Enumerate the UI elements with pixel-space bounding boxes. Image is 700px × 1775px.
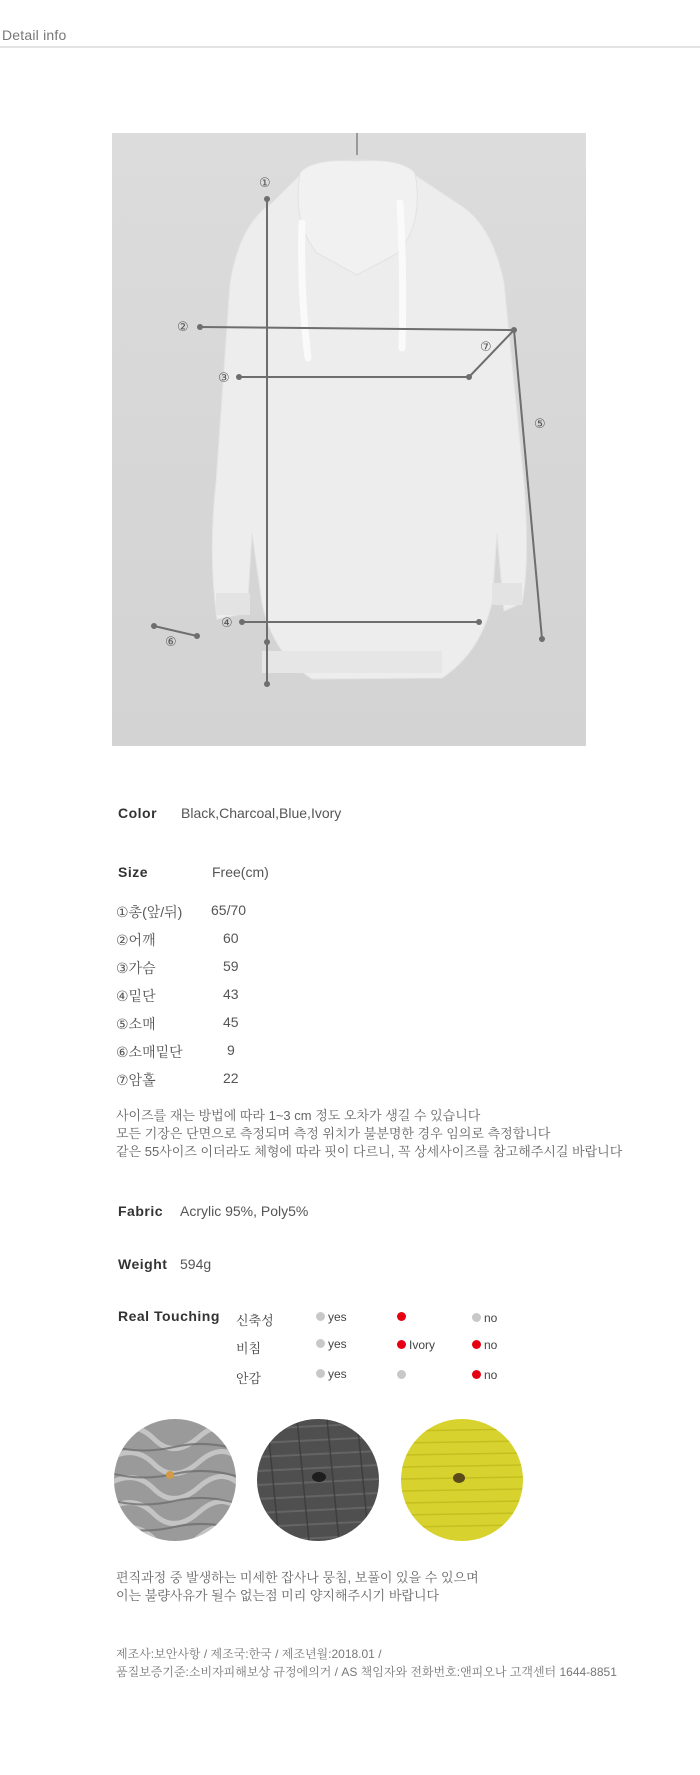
size-row-name: ④밑단 xyxy=(116,988,156,1004)
size-row-value: 65/70 xyxy=(211,902,247,918)
size-label: Size xyxy=(118,864,149,880)
fabric-swatch-yellow xyxy=(401,1419,523,1541)
rt-option xyxy=(397,1310,409,1324)
unselected-dot-icon xyxy=(397,1370,406,1379)
size-notes xyxy=(116,1107,622,1161)
measure-label-6: ⑥ xyxy=(165,635,177,650)
fabric-swatch-charcoal xyxy=(257,1419,379,1541)
real-touching-label: Real Touching xyxy=(118,1308,220,1324)
size-row-value: 43 xyxy=(223,986,239,1002)
size-row-value: 9 xyxy=(227,1042,235,1058)
measure-label-2: ② xyxy=(177,320,189,335)
size-row-value: 45 xyxy=(223,1014,239,1030)
color-label: Color xyxy=(118,805,158,821)
rt-option: yes xyxy=(316,1310,347,1324)
selected-dot-icon xyxy=(472,1340,481,1349)
rt-option: no xyxy=(472,1311,497,1325)
rt-option: Ivory xyxy=(397,1338,435,1352)
size-row-value: 59 xyxy=(223,958,239,974)
unselected-dot-icon xyxy=(316,1339,325,1348)
size-row-name: ⑥소매밑단 xyxy=(116,1044,183,1060)
size-row-name: ⑦암홀 xyxy=(116,1072,156,1088)
size-row-value: 22 xyxy=(223,1070,239,1086)
unselected-dot-icon xyxy=(316,1312,325,1321)
size-note: 모든 기장은 단면으로 측정되며 측정 위치가 불분명한 경우 임의로 측정합니다 xyxy=(116,1126,551,1141)
fabric-value: Acrylic 95%, Poly5% xyxy=(180,1203,309,1219)
selected-dot-icon xyxy=(397,1340,406,1349)
rt-attr-sheer: 비침 xyxy=(236,1341,262,1356)
selected-dot-icon xyxy=(397,1312,406,1321)
product-photo xyxy=(112,133,586,746)
measure-label-7: ⑦ xyxy=(480,340,492,355)
size-value: Free(cm) xyxy=(212,864,269,880)
weight-label: Weight xyxy=(118,1256,168,1272)
rt-option: no xyxy=(472,1338,497,1352)
size-row-name: ⑤소매 xyxy=(116,1016,156,1032)
defect-note: 이는 불량사유가 될수 없는점 미리 양지해주시기 바랍니다 xyxy=(116,1588,440,1603)
rt-option: no xyxy=(472,1368,497,1382)
size-row-name: ②어깨 xyxy=(116,932,156,948)
rt-option xyxy=(397,1368,409,1382)
fabric-swatch-gray-knit xyxy=(114,1419,236,1541)
size-row-name: ③가슴 xyxy=(116,960,156,976)
measurement-diagram xyxy=(112,133,586,746)
manufacturer-info xyxy=(116,1645,617,1681)
section-title: Detail info xyxy=(2,27,67,43)
rt-attr-lining: 안감 xyxy=(236,1371,262,1386)
measure-label-4: ④ xyxy=(221,616,233,631)
measure-label-3: ③ xyxy=(218,371,230,386)
size-row-value: 60 xyxy=(223,930,239,946)
size-note: 사이즈를 재는 방법에 따라 1~3 cm 정도 오차가 생길 수 있습니다 xyxy=(116,1108,481,1123)
measure-label-5: ⑤ xyxy=(534,417,546,432)
unselected-dot-icon xyxy=(472,1313,481,1322)
weight-value: 594g xyxy=(180,1256,212,1272)
selected-dot-icon xyxy=(472,1370,481,1379)
measure-label-1: ① xyxy=(259,176,271,191)
detail-header xyxy=(0,0,700,48)
size-note: 같은 55사이즈 이더라도 체형에 따라 핏이 다르니, 꼭 상세사이즈를 참고해주시길 바랍니다 xyxy=(116,1144,623,1159)
size-row-name: ①총(앞/뒤) xyxy=(116,904,183,920)
color-value: Black,Charcoal,Blue,Ivory xyxy=(181,805,342,821)
footer-line-1: 제조사:보안사항 / 제조국:한국 / 제조년월:2018.01 / xyxy=(116,1647,382,1661)
defect-notes xyxy=(116,1569,479,1605)
fabric-label: Fabric xyxy=(118,1203,164,1219)
rt-option: yes xyxy=(316,1367,347,1381)
defect-note: 편직과정 중 발생하는 미세한 잡사나 뭉침, 보풀이 있을 수 있으며 xyxy=(116,1570,479,1585)
footer-line-2: 품질보증기준:소비자피해보상 규정에의거 / AS 책임자와 전화번호:앤피오나 고객센터 1644-8851 xyxy=(116,1665,617,1679)
rt-attr-stretch: 신축성 xyxy=(236,1313,274,1328)
rt-option: yes xyxy=(316,1337,347,1351)
unselected-dot-icon xyxy=(316,1369,325,1378)
